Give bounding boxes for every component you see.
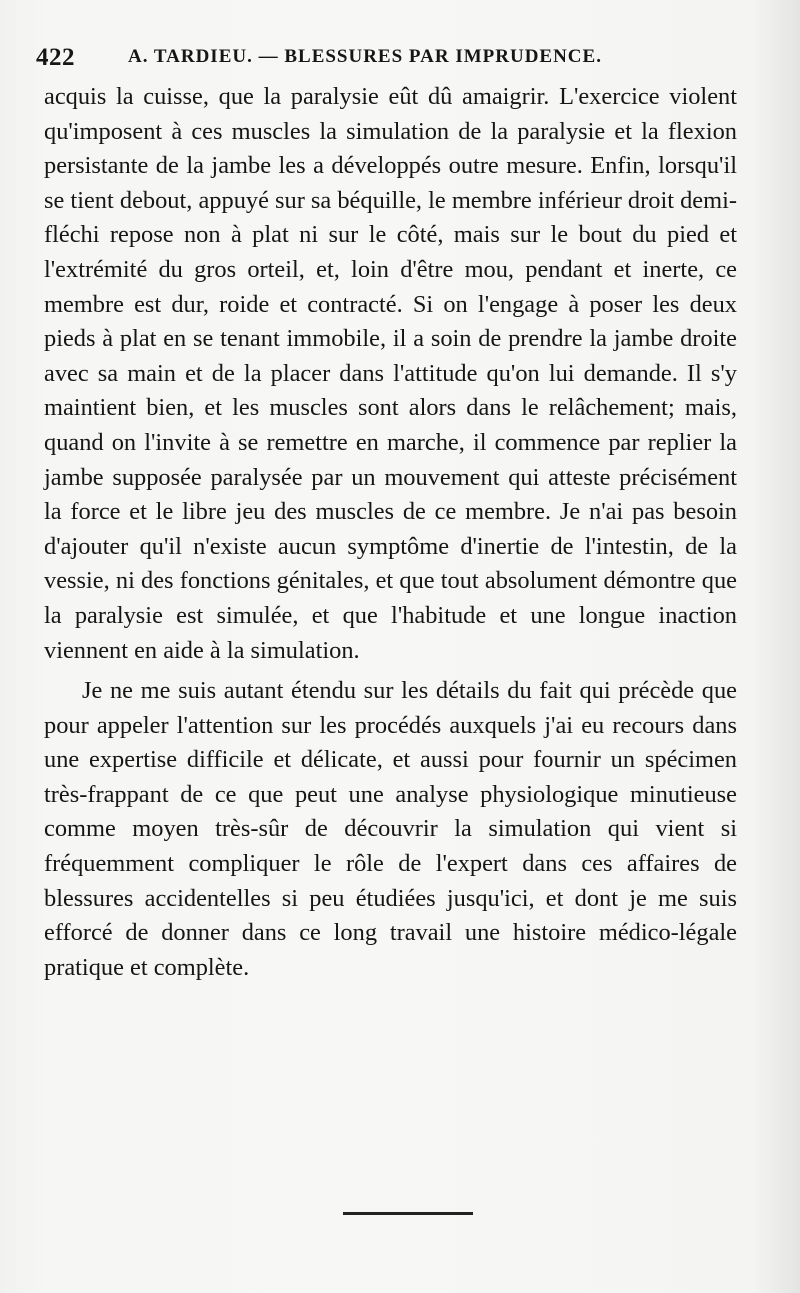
- running-head: A. TARDIEU. — BLESSURES PAR IMPRUDENCE.: [128, 46, 602, 67]
- section-end-rule: [343, 1212, 473, 1215]
- page-header: [36, 38, 760, 78]
- paragraph-2: Je ne me suis autant étendu sur les détails du fait qui précède que pour appeler l'attention sur les procédés auxquels j'ai eu recours dans une expertise difficile et délicate, et aussi pour fournir un spécimen très-frappant de ce que peut une analyse physiologique minutieuse comme moyen très-sûr de découvrir la simulation qui vient si fréquemment compliquer le rôle de l'expert dans ces affaires de blessures accidentelles si peu étudiées jusqu'ici, et dont je me suis efforcé de donner dans ce long travail une histoire médico-légale pratique et complète.: [44, 677, 737, 981]
- page-number: 422: [36, 44, 75, 71]
- body-text: [44, 80, 737, 985]
- paragraph-1: acquis la cuisse, que la paralysie eût dû amaigrir. L'exercice violent qu'imposent à ces muscles la simulation de la paralysie et la flexion persistante de la jambe les a développés outre mesure. Enfin, lorsqu'il se tient debout, appuyé sur sa béquille, le membre inférieur droit demi-fléchi repose non à plat ni sur le côté, mais sur le bout du pied et l'extrémité du gros orteil, et, loin d'être mou, pendant et inerte, ce membre est dur, roide et contracté. Si on l'engage à poser les deux pieds à plat en se tenant immobile, il a soin de prendre la jambe droite avec sa main et de la placer dans l'attitude qu'on lui demande. Il s'y maintient bien, et les muscles sont alors dans le relâchement; mais, quand on l'invite à se remettre en marche, il commence par replier la jambe supposée paralysée par un mouvement qui atteste précisément la force et le libre jeu des muscles de ce membre. Je n'ai pas besoin d'ajouter qu'il n'existe aucun symptôme d'inertie de l'intestin, de la vessie, ni des fonctions génitales, et que tout absolument démontre que la paralysie est simulée, et que l'habitude et une longue inaction viennent en aide à la simulation.: [44, 83, 737, 664]
